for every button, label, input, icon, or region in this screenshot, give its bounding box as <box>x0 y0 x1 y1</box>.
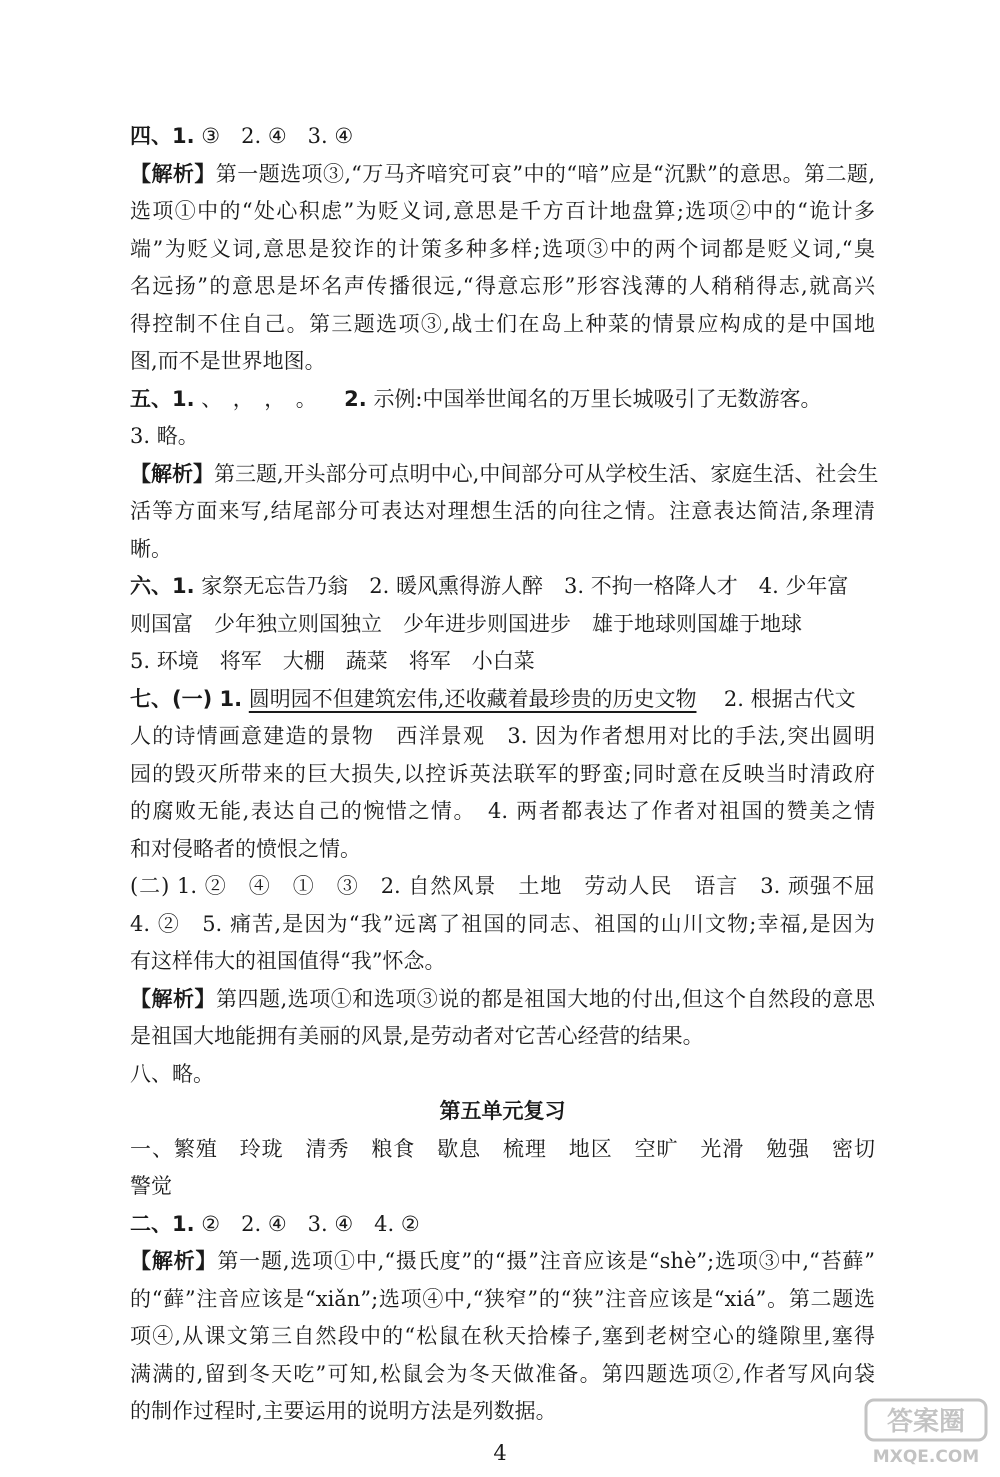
page-content <box>130 118 879 1431</box>
paragraph-line: 的制作过程时,主要运用的说明方法是列数据。 <box>130 1399 557 1423</box>
sec5-answers <box>130 381 875 419</box>
paragraph-text: 第四题,选项①和选项③说的都是祖国大地的付出,但这个自然段的意思 <box>216 986 876 1011</box>
paragraph-text: 第一题选项③,“万马齐喑究可哀”中的“喑”应是“沉默”的意思。第二题, <box>215 161 876 186</box>
paragraph-line: 的腐败无能,表达自己的惋惜之情。 4. 两者都表达了作者对祖国的赞美之情 <box>130 799 875 823</box>
page-number: 4 <box>493 1441 507 1465</box>
svg-text:答案圈: 答案圈 <box>886 1407 966 1437</box>
sec6-label: 六、1. <box>130 574 195 598</box>
paragraph-text: 2. 根据古代文 <box>723 686 856 711</box>
sec5-jiexi-line <box>130 456 879 494</box>
sec6-line1 <box>130 568 875 606</box>
sec7-jiexi-line <box>130 981 875 1019</box>
unit5-jiexi-line <box>130 1243 875 1281</box>
unit5-q1-line2: 警觉 <box>130 1174 172 1198</box>
paragraph-line: 晰。 <box>130 536 172 561</box>
watermark-logo <box>862 1394 992 1469</box>
sec6-line3: 5. 环境 将军 大棚 蔬菜 将军 小白菜 <box>130 649 535 673</box>
sec7-part2-line1: (二) 1. ② ④ ① ③ 2. 自然风景 土地 劳动人民 语言 3. 顽强不屈 <box>130 874 875 898</box>
paragraph-text: 第一题,选项①中,“摄氏度”的“摄”注音应该是“shè”;选项③中,“苔藓” <box>217 1249 875 1273</box>
unit-title: 第五单元复习 <box>439 1099 566 1123</box>
jiexi-tag: 【解析】 <box>130 986 217 1011</box>
paragraph-line: 名远扬”的意思是坏名声传播很远,“得意忘形”形容浅薄的人稍稍得志,就高兴 <box>130 274 875 298</box>
sec6-line2: 则国富 少年独立则国独立 少年进步则国进步 雄于地球则国雄于地球 <box>130 611 802 636</box>
unit5-q2 <box>130 1206 875 1244</box>
paragraph-line: 是祖国大地能拥有美丽的风景,是劳动者对它苦心经营的结果。 <box>130 1024 704 1048</box>
paragraph-line: 图,而不是世界地图。 <box>130 349 326 373</box>
paragraph-line: 得控制不住自己。第三题选项③,战士们在岛上种菜的情景应构成的是中国地 <box>130 311 875 336</box>
paragraph-line: 端”为贬义词,意思是狡诈的计策多种多样;选项③中的两个词都是贬义词,“臭 <box>130 236 875 261</box>
paragraph-line: 活等方面来写,结尾部分可表达对理想生活的向往之情。注意表达简洁,条理清 <box>130 499 875 523</box>
q2-label: 2. <box>344 386 367 411</box>
sec4-jiexi-line <box>130 156 875 194</box>
sec7-part2-line3: 有这样伟大的祖国值得“我”怀念。 <box>130 949 446 973</box>
paragraph-line: 选项①中的“处心积虑”为贬义词,意思是千方百计地盘算;选项②中的“诡计多 <box>130 199 875 223</box>
paragraph-line: 满满的,留到冬天吃”可知,松鼠会为冬天做准备。第四题选项②,作者写风向袋 <box>130 1361 875 1386</box>
paragraph-line: 人的诗情画意建造的景物 西洋景观 3. 因为作者想用对比的手法,突出圆明 <box>130 724 875 748</box>
sec4-answers-text: ③ 2. ④ 3. ④ <box>201 124 354 148</box>
paragraph-text: 家祭无忘告乃翁 2. 暖风熏得游人醉 3. 不拘一格降人才 4. 少年富 <box>201 574 849 598</box>
q2-text: 示例:中国举世闻名的万里长城吸引了无数游客。 <box>373 386 822 411</box>
sec8-line: 八、略。 <box>130 1061 214 1086</box>
sec4-answers <box>130 118 875 156</box>
paragraph-line: 的“藓”注音应该是“xiǎn”;选项④中,“狭窄”的“狭”注音应该是“xiá”。第二题选 <box>130 1286 875 1311</box>
sec4-label: 四、1. <box>130 124 195 148</box>
punctuation-answer: 、 ， ， 。 <box>201 386 317 411</box>
unit5-q2-label: 二、1. <box>130 1211 195 1236</box>
sec7-line1 <box>130 681 875 719</box>
unit5-q2-answers: ② 2. ④ 3. ④ 4. ② <box>201 1211 420 1236</box>
jiexi-tag: 【解析】 <box>130 461 214 486</box>
sec5-label: 五、1. <box>130 386 195 411</box>
sec7-part2-line2: 4. ② 5. 痛苦,是因为“我”远离了祖国的同志、祖国的山川文物;幸福,是因为 <box>130 911 875 936</box>
jiexi-tag: 【解析】 <box>130 161 216 186</box>
jiexi-tag: 【解析】 <box>130 1249 218 1273</box>
unit5-q1-line1: 一、繁殖 玲珑 清秀 粮食 歇息 梳理 地区 空旷 光滑 勉强 密切 <box>130 1136 875 1161</box>
paragraph-line: 园的毁灭所带来的巨大损失,以控诉英法联军的野蛮;同时意在反映当时清政府 <box>130 761 875 786</box>
sec7-label: 七、(一) 1. <box>130 686 243 711</box>
paragraph-line: 项④,从课文第三自然段中的“松鼠在秋天拾榛子,塞到老树空心的缝隙里,塞得 <box>130 1324 875 1348</box>
sec5-q3: 3. 略。 <box>130 424 199 448</box>
paragraph-line: 和对侵略者的愤恨之情。 <box>130 836 361 861</box>
svg-text:MXQE.COM: MXQE.COM <box>872 1447 980 1467</box>
paragraph-text: 第三题,开头部分可点明中心,中间部分可从学校生活、家庭生活、社会生 <box>214 461 879 486</box>
underlined-answer: 圆明园不但建筑宏伟,还收藏着最珍贵的历史文物 <box>248 686 697 711</box>
